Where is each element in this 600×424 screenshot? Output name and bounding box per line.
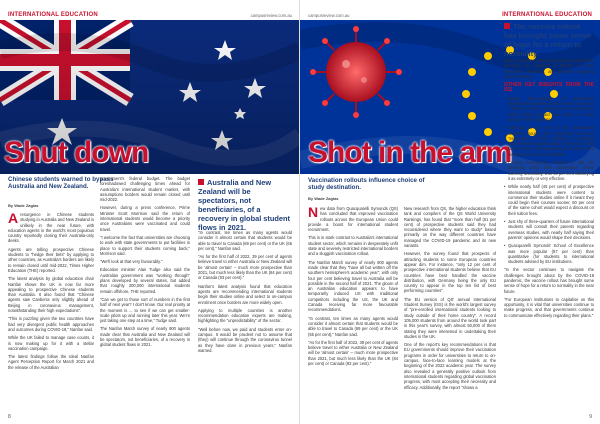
paragraph: "In contrast, ten times as many agents would consider it almost certain that students would be able to travel to Canada (69 per cent) or the UK (65 per cent)," Nanfan said.	[198, 230, 292, 251]
paragraph: Education minister Alan Tudge also said the Australian government was "working through" plans developed by several states, but added that roughly 200,000 international students remain offshore, THE reported.	[100, 267, 190, 294]
pull-quote: The vaccine rollout has brought some sense of hope for a return to normality.	[504, 22, 592, 58]
paragraph: The Nanfan March survey of nearly 900 agents made clear that Australia and New Zealand will be spectators, not beneficiaries, of a recovery in global student flows in 2021.	[100, 326, 190, 348]
paragraph: New research from QS, the higher education think tank and compilers of the QS World University Rankings, has found that "more than half (51 per cent) of prospective students said they had reconsidered where they want to study" based primarily on the way different countries have managed the COVID-19 pandemic and its new variants.	[404, 206, 496, 249]
left-header	[8, 10, 292, 20]
section-label: INTERNATIONAL EDUCATION	[8, 12, 98, 18]
list-item: • Just shy of three-quarters of future international students will consult their parents regarding overseas studies, with nearly half saying their parents' opinions would shape their decisions.	[504, 219, 594, 240]
paragraph: "For European institutions to capitalise on this opportunity, it is vital that universities continue to make progress, and that governments continue to communicate effectively regarding their plans."	[504, 296, 594, 318]
list-item: • While nearly half (45 per cent) of prospective international students were content to commence their studies online if it meant they could begin their courses sooner, 60 per cent of the same cohort would expect a discount on their tuition fees.	[504, 184, 594, 216]
paragraph: "This is puzzling given the two countries have had very divergent public health approaches and outcomes during COVID-19," Nanfan said.	[8, 316, 94, 332]
australia-flag-hero	[0, 20, 300, 174]
page-number: 8	[8, 414, 11, 420]
pull-quote-marker	[198, 179, 204, 185]
pull-quote-marker	[504, 23, 510, 29]
paragraph: "As for the first half of 2022, 39 per cent of agents believe travel to either Australia or New Zealand will be 'almost certain' – much more prospective than 2021, but much less likely than the UK (84 per cent) or Canada (93 per cent)."	[198, 254, 292, 281]
paragraph: government's federal budget. The budget foreshadowed challenging times ahead for Australia's international student market, with assumptions borders would remain closed until mid-2022.	[100, 176, 190, 203]
list-item: • Although 28 per cent of EU international students thought their university has been "extremely" or "very" effective in providing mental health support during COVID-19, a third (33 per cent) said supporting such help would make them feel "uncomfortable".	[504, 125, 594, 157]
column-2	[100, 176, 190, 416]
list-item: • Quacquarelli Symonds' School of Excellence was more popular (87 per cent) than quantitative (for students to international students advised by EU institutions.	[504, 243, 594, 264]
byline: By Wade Zaglas	[308, 196, 339, 201]
paragraph: The Nanfan March survey of nearly 900 agents made clear that they "have all but written off the southern hemisphere's academic year", with only four per cent believing travel to Australia will be possible in the second half of 2021. The gloom of an Australian education appears to have temporarily induced US with traditional competitors including the US, the UK and Canada receiving far more favourable recommendations.	[308, 259, 398, 313]
paragraph: This is in stark contrast to Australia's international student sector, which remains in desperately unfit state and severely restricted international borders and a sluggish vaccination rollout.	[308, 235, 398, 257]
byline: By Wade Zaglas	[8, 203, 39, 208]
pull-quote: Australia and New Zealand will be spectators, not beneficiaries, of a recovery in global student flows in 2021.	[198, 178, 290, 232]
list-item: • Nearly three-quarters of prospective international students would receive a vaccine if offered to them, and 28 per cent said they would "bring forward their plans to study abroad" once vaccinated.	[504, 96, 594, 122]
paragraph: "In contrast, ten times as many agents would consider it almost certain that students would be able to travel to Canada (69 per cent) or the UK (65 per cent)," Nanfan said.	[308, 315, 398, 337]
paragraph: Agents are telling prospective Chinese students to "hedge their bets" by applying to other countries, as Australia's borders are likely to remain closed until mid-2022, Times Higher Education (THE) reported.	[8, 246, 94, 273]
paragraph: However, during a press conference, Prime Minister Scott Morrison said the return of international students would become a priority once Australians were vaccinated and could travel.	[100, 205, 190, 232]
paragraph: light on students' attitudes towards mental health provision, the influence of parents on study destination decisions, and priorities regarding online learning".	[504, 58, 594, 79]
drop-cap: A	[8, 212, 19, 226]
paragraph: While the UK failed to manage case counts, it is now making up for it with a stellar vaccination campaign.	[8, 335, 94, 351]
drop-cap: N	[308, 206, 319, 220]
column-1	[308, 206, 398, 416]
column-3	[504, 58, 594, 416]
column-3	[198, 230, 292, 416]
article-title: Shut down	[4, 136, 149, 169]
paragraph: New data from Quacquarelli Symonds (QS) has concluded that improved vaccination rollouts across the European Union could provide a boost for international student recruitment.	[308, 206, 398, 233]
site-url: campusreview.com.au	[250, 12, 292, 18]
paragraph: "We'll look at that very favourably."	[100, 259, 163, 265]
column-2	[404, 206, 496, 416]
paragraph: The EU version of QS' annual International Student Survey (ISS) is the world's largest survey of "pre-enrolled international students looking to study outside of their home country". A record 105,000 students from around the world took part in this year's survey, with almost 50,000 of them stating they were interested in undertaking their studies in the UK.	[404, 296, 496, 339]
paragraph: A resurgence in Chinese students studying in Australia and New Zealand is unlikely in the near future, with education agents in the world's most populous country reportedly closing their Australia-only desks.	[8, 212, 94, 244]
section-label: INTERNATIONAL EDUCATION	[502, 12, 592, 18]
list-item: • Current international students in the EU generally rated their universities' online learning favourably, with 69 per cent classifying it as extremely or very effective.	[504, 160, 594, 181]
paragraph: "Can we get to those sort of numbers in the first half of next year? I don't know. Our real priority at the moment is ... to see if we can get smaller-scale pilots up and running later this year. We're just taking one step at a time," Tudge said.	[100, 296, 190, 324]
article-intro: Vaccination rollouts influence choice of study destination.	[308, 177, 425, 192]
column-1	[8, 212, 94, 416]
insights-box-title: OTHER KEY INSIGHTS FROM THE ISS	[504, 82, 594, 94]
article-intro: Chinese students warned to bypass Australia and New Zealand.	[8, 176, 114, 191]
paragraph: Applying to multiple countries is another recommendation education experts are making, highlighting the "unpredictability" of the sector.	[198, 307, 292, 324]
paragraph: Nanfan's latest analysis found that education agents are recommending international students begin their studies online and select to on-campus enrolment once borders are more widely open.	[198, 283, 292, 305]
paragraph: The latest analysis by global education chair Nanfan shows the UK is now far more appealing to prospective Chinese students than Australia. It also found that "Chinese agents saw Canberra only slightly ahead of Beijing in coronavirus management, notwithstanding their high expectations".	[8, 276, 94, 314]
paragraph: "I welcome the fact that universities are choosing to work with state governments to put facilities in place to support their students coming back," Morrison said.	[100, 234, 190, 256]
right-page	[300, 0, 600, 424]
right-header	[308, 10, 592, 20]
paragraph: The latest findings follow the Ideal Nanfan Agent Perception Report for March 2021 and the release of the Australian	[8, 354, 94, 370]
paragraph: "In the sector continues to navigate the challenges brought about by the COVID-19 pandemic, the vaccine rollout has brought some sense of hope for a return to normality in the near future.	[504, 267, 594, 294]
paragraph: "As for the first half of 2022, 39 per cent of agents believe travel to either Australia or New Zealand will be 'almost certain' – much more prospective than 2021, but much less likely than the UK (84 per cent) or Canada (93 per cent)."	[308, 339, 398, 367]
article-title: Shot in the arm	[308, 136, 512, 169]
site-url: campusreview.com.au	[308, 12, 350, 18]
covid-virus-icon	[310, 26, 402, 118]
paragraph: However, the survey found that prospects of attracting students to some European countries appear dim. For instance, "only 12 per cent of prospective international students believe that EU countries have best handled the vaccine distribution, with Germany being the only EU country to appear in the top ten list of best performing countries".	[404, 251, 496, 294]
paragraph: One of the report's key recommendations is that EU governments should improve their vaccination programs in order for universities to return to on-campus, face-to-face learning models at the beginning of the 2022 academic year. The survey also revealed a generally positive outlook from international students regarding global vaccination progress, with most accepting their necessity and efficacy. Additionally, the report "shows a	[404, 342, 496, 390]
paragraph: "Well before now, we paid and students enter on-campus. It would be prudent not to assume that (they) will continue through the coronavirus tunnel as they have done in previous years," Nanfan warned.	[198, 326, 292, 353]
page-number: 9	[589, 414, 592, 420]
